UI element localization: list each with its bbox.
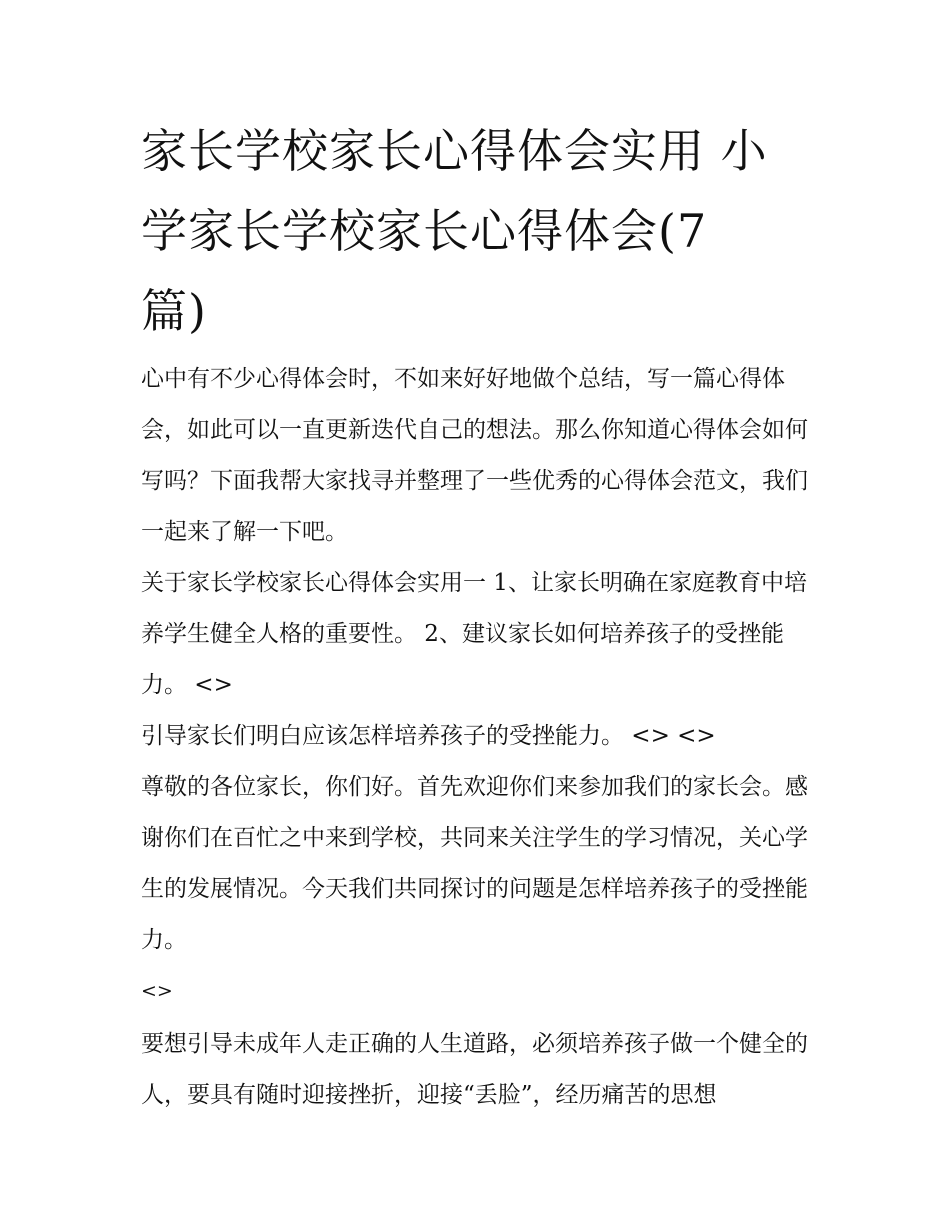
paragraph-marker: <> [141,980,173,1002]
document-body [141,354,821,1121]
paragraph-intro: 心中有不少心得体会时，不如来好好地做个总结，写一篇心得体会，如此可以一直更新迭代自己的想法。那么你知道心得体会如何写吗？下面我帮大家找寻并整理了一些优秀的心得体会范文，我们一起来了解一下吧。 [141,366,808,545]
paragraph-guide: 引导家长们明白应该怎样培养孩子的受挫能力。 <> <> [141,723,716,749]
title-line-2: 学家长学校家长心得体会(7 [141,204,708,258]
paragraph-main: 要想引导未成年人走正确的人生道路，必须培养孩子做一个健全的人，要具有随时迎接挫折，迎接“丢脸”，经历痛苦的思想 [141,1031,808,1108]
title-line-1: 家长学校家长心得体会实用 小 [141,124,768,178]
title-line-3: 篇) [141,284,207,338]
document-title [141,111,821,351]
paragraph-goals: 关于家长学校家长心得体会实用一 1、让家长明确在家庭教育中培养学生健全人格的重要性。 2、建议家长如何培养孩子的受挫能力。 <> [141,570,807,698]
paragraph-greeting: 尊敬的各位家长，你们好。首先欢迎你们来参加我们的家长会。感谢你们在百忙之中来到学校，共同来关注学生的学习情况，关心学生的发展情况。今天我们共同探讨的问题是怎样培养孩子的受挫能力。 [141,774,808,953]
